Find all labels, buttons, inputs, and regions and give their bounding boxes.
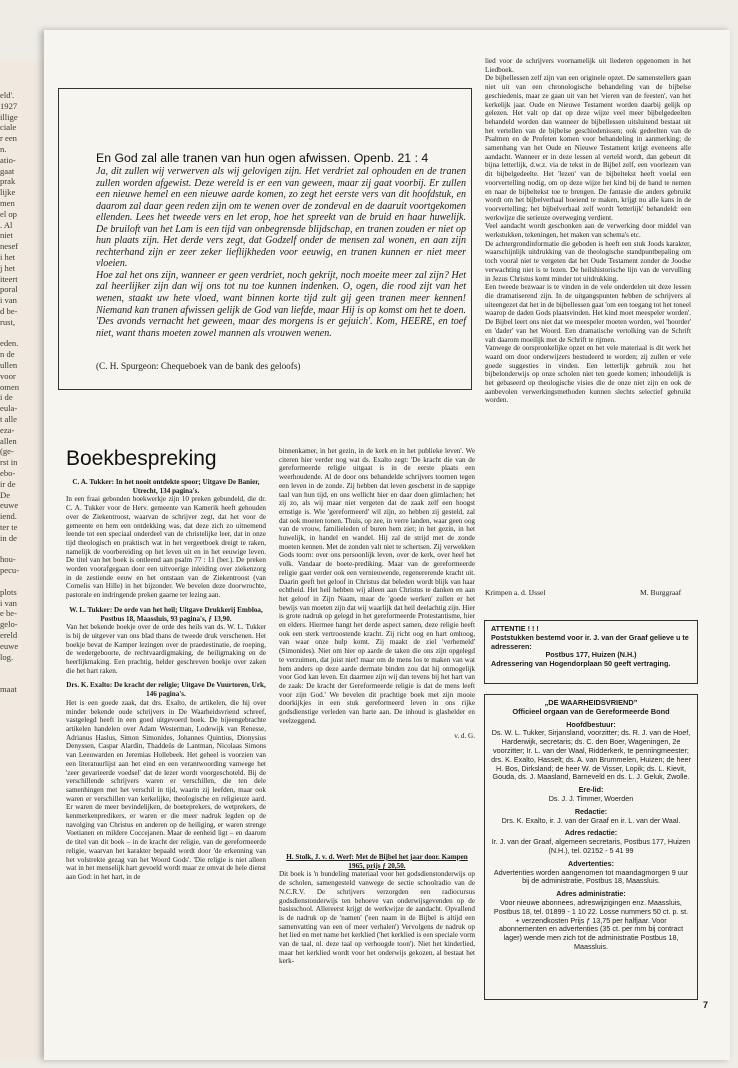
review-text: Veel aandacht wordt geschonken aan de verwerking door middel van werkstukken, tekeningen, het maken van schema's etc. [485, 222, 691, 240]
previous-page-fragment: gelo- [0, 619, 18, 630]
ads-heading: Advertenties: [568, 858, 614, 868]
review-text: Van het bekende boekje over de orde des heils van ds. W. L. Tukker is bij de uitgever van ons blad thans de tweede druk verschenen. Het boekje bevat de Kamper lezingen over de praedestinatie, de roeping, de wedergeboorte, de rechtvaardigmaking, de heiligmaking en de heerlijkmaking. Een prachtig, helder geschreven boekje over zaken die het hart raken. [66, 623, 266, 675]
previous-page-fragment: euwe [0, 500, 19, 511]
previous-page-fragment: t alle [0, 414, 17, 424]
previous-page-fragment: iend. [0, 511, 17, 522]
previous-page-fragment: ullen [0, 360, 18, 370]
previous-page-fragment: poral [0, 284, 18, 295]
previous-page-fragment: 1927 [0, 100, 18, 111]
previous-page-fragment: (ge- [0, 446, 14, 457]
honorary-heading: Ere-lid: [578, 785, 604, 795]
masthead-title: „DE WAARHEIDSVRIEND” [544, 698, 638, 707]
previous-page-fragment: omen [0, 381, 20, 392]
review-text: De bijbellessen zelf zijn van een originele opzet. De samenstellers gaan niet uit van een chronologische behandeling van de bijbelse geschiedenis, maar ze gaan uit van het 'vieren van de feesten', van het kerkelijk jaar. Oude en Nieuwe Testament worden daarbij gelijk op gelezen. Het valt op dat op deze wijze veel meer bijbelgedeelten behandeld worden dan wanneer de bijbellessen uitsluitend bestaat uit het vertellen van de bijbelse geschiedenissen; ook gedeelten van de Psalmen en de Profeten komen voor behandeling in aanmerking; de samenhang van het Oude en Nieuwe Testament krijgt eveneens alle aandacht. Wanneer er in deze lessen al verteld wordt, dan gebeurt dit bijna letterlijk, d.w.z. via de tekst in de Bijbel zelf, een voorlezen van dit bijbelgedeelte. Het 'lezen' van de bijbeltekst heeft voelal een voorvertelling nodig, om op deze wijze het kind bij de hand te nemen en naar de bijbeltekst toe te brengen. De fantasie die anders gebruikt wordt om het bijbelverhaal boeiend te maken, krijgt nu alle kans in de voorvertelling; het bijbelverhaal zelf wordt 'letterlijk' behandeld: een werkwijze die serieuze overweging verdient. [485, 74, 691, 222]
previous-page-fragment: ter te [0, 522, 18, 532]
previous-page-fragment: i van [0, 295, 17, 306]
previous-page-fragment: r een [0, 133, 17, 144]
previous-page-fragment: ereld [0, 630, 18, 640]
attention-title: ATTENTIE ! ! ! [491, 624, 539, 633]
previous-page-fragment: rst in [0, 457, 18, 468]
previous-page-fragment: eza- [0, 424, 15, 435]
previous-page-fragment: atio- [0, 154, 16, 165]
previous-page-fragment: ir de [0, 478, 16, 489]
previous-page-edge [0, 60, 44, 1060]
column-2 [279, 447, 475, 740]
previous-page-fragment: pecu- [0, 565, 20, 576]
editor-address-heading: Adres redactie: [564, 828, 618, 838]
admin-heading: Adres administratie: [556, 889, 626, 899]
column-2-lower [279, 853, 475, 966]
review-heading: C. A. Tukker: In het nooit ontdekte spoor; Uitgave De Banier, Utrecht, 134 pagina's. [72, 478, 260, 495]
review-signature: v. d. G. [454, 731, 475, 740]
quote-source: (C. H. Spurgeon: Chequeboek van de bank des geloofs) [96, 361, 301, 371]
previous-page-fragment: rust, [0, 316, 16, 327]
review-text: lied voor de schrijvers voornamelijk uit liederen opgenomen in het Liedboek. [485, 57, 691, 74]
attention-box [484, 620, 698, 684]
review-signature: M. Burggraaf [640, 588, 682, 597]
previous-page-fragment: e be- [0, 608, 17, 619]
page-number: 7 [703, 1000, 709, 1010]
previous-page-fragment: i van [0, 597, 17, 608]
previous-page-fragment: nesef [0, 241, 19, 252]
review-text: binnenkamer, in het gezin, in de kerk en in het publieke leven'. We citeren hier verder nog wat ds. Exalto zegt: 'De kracht die van de gereformeerde religie uitgaat is in de eerste plaats een weerhoudende. Al de door ons behandelde schrijvers toornen tegen een leven in de zonde. Zij hebben dat leven geschetst in de sappige taal van hun tijd, en ons wellicht hier en daar doen glimlachen; het zij zo, als wij maar niet vergeten dat de zaak zelf een hoogst ernstige is. Wie 'gereformeerd' wil zijn, zo hebben zij gesteld, zal dat ook moeten tonen. Thuis, op zee, in verre landen, waar geen oog van de vrouw, familieleden of buren hem ziet; in het gezin, in het huwelijk, in handel en wandel. Hij zal de strijd met de zonde moeten kennen. Met de zonden valt niet te schertsen. Zij verwekken Gods toorn: over ons persoonlijk leven, over de kerk, over heel het volk. Vandaar de boete-prediking. Maar van de gereformeerde religie gaat verder ook een vernieuwende, regenererende kracht uit. Daarin geeft het geloof in Christus dat beleden wordt blijk van haar echtheid. Het heil hebben wij alleen aan Christus te danken en aan het geloof in Zijn Naam, maar de 'goede werken' zullen er het bewijs van moeten zijn dat wij waarlijk dat heil deelachtig zijn. Hier is grote nadruk op gelegd in het gereformeerde Protestantisme, hier en elders. Hiermee hangt het derde aspect samen, deze religie heeft ook een sterk vertroostende kracht. Zij richt oog en hart omhoog, van waar onze hulp komt. Zij maakt de ziel 'verhemeld' (Simonides). Niet om hier op aarde de taken die ons zijn opgelegd te verzuimen, dat juist niet! maar om de mens los te maken van wat hem anders op deze aarde dermate binden zou dat hij onmogelijk voor God kan leven. En daarmee zijn wij dan tevens bij het hart van de zaak: De kracht der Gereformeerde religie is dat de mens leeft voor zijn God.' We bevelen dit prachtige boek met zijn mooie doorkijkjes in een stuk gereformeerd leven in ons rijke godsdienstige verleden van harte aan. De inhoud is glashelder en veelzeggend. [279, 447, 475, 725]
review-text: In een fraai gebonden boekwerkje zijn 10 preken gebundeld, die dr. C. A. Tukker voor de Herv. gemeente van Kamerik heeft gehouden over de Ziekentroost, waarvan de schrijver zegt, dat het voor de gemeente en hem een ontdekking was, dat deze zich zo uitnemend leende tot een speciaal onderdeel van de christelijke leer, dat in onze tijd theologisch en praktisch wat in het vergeetboek dreigt te raken, namelijk de voorbereiding op het leven uit en in het eeuwige leven. De titel van het boek is ontleend aan psalm 77 : 11 (ber.). De preken worden voorafgegaan door een uitvoerige inleiding over ziekenzorg in de zestiende eeuw en het ontstaan van de Ziekentroost (van Cornelis van Hille) in het bijzonder. We bevelen deze doorwrochte, pastorale en indringende preken gaarne ter lezing aan. [66, 495, 266, 600]
editors: Drs. K. Exalto, ir. J. van der Graaf en ir. L. van der Waal. [501, 815, 681, 825]
previous-page-fragment: ebo- [0, 468, 16, 478]
review-heading: W. L. Tukker: De orde van het heil; Uitgave Drukkerij Embloa, Postbus 18, Maassluis, 93 pagina's, ƒ 13,90. [69, 605, 263, 623]
previous-page-fragment: allen [0, 435, 17, 446]
previous-page-fragment: log. [0, 651, 14, 662]
review-text: Het is een goede zaak, dat drs. Exalto, de artikelen, die hij over minder bekende oude schrijvers in De Waarheidsvriend schreef, vastgelegd heeft in een goed uitgevoerd boek. De bijeengebrachte artikelen handelen over Adam Westerman, Lodewijk van Renesse, Adrianus Haslus, Simon Simonides, Johannes Quintius, Dionysius Denyssen, Caspar Alardin, Thaddeüs de Lantman, Nicolaas Simons van Leeuwarden en Jeremias Hollebeek. Het geheel is voorzien van een literatuurlijst aan het eind en een verantwoording vanwege het 'zeer gevarieerde voedsel' dat de lezer wordt voorgeschoteld. Bij de verschillende schrijvers waren er verschillen, die ten dele samenhingen met het verschil in tijd, waarin zij leefden, maar ook waren er verschillen van kerkelijke, theologische en religieuze aard. Er waren de meer bevindelijken, de boeteprekers, de wetprekers, de kenmerkenpredikers, er waren er die meer nadruk legden op de navolging van Christus en anderen op de heiliging, er waren strenge Voetianen en mildere Coccejanen. Maar de eenheid ligt – en daarom de titel van dit boek – in de kracht der religie, van de gereformeerde religie, waarvan het karakter bepaald wordt door 'de erkenning van het volstrekte gezag van het Woord Gods'. 'Die religie is niet alleen wat in het menselijk hart gevoeld wordt maar ze omvat de hele dienst aan God: in het hart, in de [66, 698, 266, 881]
previous-page-fragment: maat [0, 684, 17, 694]
previous-page-fragment: i het [0, 252, 16, 262]
previous-page-fragment: plots [0, 586, 17, 597]
column-1 [66, 478, 266, 882]
board-heading: Hoofdbestuur: [566, 719, 616, 729]
previous-page-fragment: in de [0, 532, 17, 543]
editor-address: Ir. J. van der Graaf, algemeen secretaris, Postbus 177, Huizen (N.H.), tel. 02152 - 5 41 99 [491, 837, 691, 855]
previous-page-fragment: eula- [0, 403, 18, 414]
previous-page-fragment: men [0, 198, 15, 208]
previous-page-fragment: illige [0, 111, 18, 122]
review-heading: H. Stolk, J. v. d. Werf: Met de Bijbel het jaar door. Kampen 1965, prijs ƒ 20,50. [286, 853, 468, 870]
section-title: Boekbespreking [66, 447, 217, 470]
review-text: De achtergrondinformatie die geboden is heeft een stuk Joods karakter, waarschijnlijk uitdrukking van de theologische standpuntbepaling om toch vooral niet te vergeten dat het Oude Testament zonder de Joodse verwachting niet is te lezen. De heilshistorische lijn van de vervulling in Jezus Christus komt minder tot uitdrukking. [485, 239, 691, 283]
review-heading: Drs. K. Exalto: De kracht der religie; Uitgave De Vuurtoren, Urk, 146 pagina's. [66, 681, 266, 699]
honorary-member: Ds. J. J. Timmer, Woerden [548, 793, 634, 803]
previous-page-fragment: niet [0, 230, 13, 241]
quote-paragraph-1: Ja, dit zullen wij verwerven als wij gelovigen zijn. Het verdriet zal ophouden en de tranen zullen worden afgewist. Deze wereld is er een van geween, maar zij gaat voorbij. Er zullen een nieuwe hemel en een nieuwe aarde komen, zo zegt het eerste vers van dit hoofdstuk, en daarom zal daar geen reden zijn om te wenen over de zondeval en de daaruit voortgekomen ellenden. Lees het tweede vers en let erop, hoe het spreekt van de bruid en haar huwelijk. De bruiloft van het Lam is een tijd van onbegrensde blijdschap, en tranen zouden er niet op hun plaats zijn. Het derde vers zegt, dat Godzelf onder de mensen zal wonen, en aan zijn rechterhand zijn er zeer zeker lieflijkheden voor eeuwig, en tranen kunnen er niet meer vloeien. [96, 166, 466, 270]
attention-address: Postbus 177, Huizen (N.H.) [545, 650, 637, 660]
previous-page-fragment: voor [0, 370, 16, 381]
previous-page-fragment: el op [0, 208, 17, 219]
review-text: Vanwege de oorspronkelijke opzet en het vele materiaal is dit werk het waard om door onderwijzers bestudeerd te worden; zij zullen er vele goede suggesties in vinden. Een letterlijk gebruik zou het bijbelonderwijs op onze scholen niet ten goede komen; inhoudelijk is het gebaseerd op theologische visies die de onze niet zijn en ook de aanbevolen verwerkingsmethoden kunnen slechts selectief gebruikt worden. [485, 344, 691, 405]
previous-page-fragment: ciale [0, 122, 17, 133]
column-3 [485, 57, 691, 405]
previous-page-fragment: n de [0, 349, 15, 360]
attention-note: Adressering van Hogendorplaan 50 geeft vertraging. [491, 659, 671, 669]
attention-line: Poststukken bestemd voor ir. J. van der Graaf gelieve u te adresseren: [491, 632, 689, 651]
previous-page-fragment: eld'. [0, 90, 15, 100]
previous-page-fragment: gaat [0, 165, 15, 176]
previous-page-fragment: De [0, 489, 11, 500]
quote-title: En God zal alle tranen van hun ogen afwissen. Openb. 21 : 4 [96, 151, 429, 165]
previous-page-fragment: euwe [0, 640, 19, 651]
ads-text: Advertenties worden aangenomen tot maandagmorgen 9 uur bij de administratie, Postbus 18, Maassluis. [493, 867, 689, 886]
previous-page-fragment: hou- [0, 554, 16, 565]
previous-page-fragment: lijke [0, 187, 16, 198]
board-members: Ds. W. L. Tukker, Sirjansland, voorzitter; ds. R. J. van de Hoef, Harderwijk, secretaris; ds. C. den Boer, Wageningen, 2e voorzitter; Ir. L. van der Waal, Ridderkerk, te penningmeester; drs. K. Exalto, Hasselt; ds. A. van Brummelen, Huizen; de heer H. Bos, Dirksland; de heer W. de Visser, Lopik; ds. L. Kievit, Gouda, ds. J. Maasland, Barneveld en ds. L. J. Geluk, Zwolle. [491, 728, 691, 782]
previous-page-fragment: prak [0, 176, 16, 187]
previous-page-fragment: n. [0, 144, 7, 154]
previous-page-fragment: d be- [0, 306, 18, 316]
previous-page-fragment: j het [0, 262, 16, 273]
editors-heading: Redactie: [574, 806, 608, 816]
review-text: Dit boek is 'n bundeling materiaal voor het godsdienstonderwijs op de scholen, samengesteld vanwege de sectie schoolradio van de N.C.R.V. De schrijvers verzorgden een radiocursus godsdienstonderwijs ten behoeve van onderwijsgevenden op de basisschool. Allereerst krijgt de werkwijze de aandacht. Opvallend is de nadruk op de 'namen' ('een naam in de Bijbel is altijd een samenvatting van een of meer verhalen') Vervolgens de nadruk op het lied en met name het kerklied ('het kerklied is een speciale vorm van de taal, nl. deze taal op verhoogde toon'). Niet het kinderlied, maar het kerklied wordt voor het onderwijs gekozen, al bestaat het kerk- [279, 870, 475, 966]
previous-page-fragment: i de [0, 392, 13, 403]
previous-page-fragment: iteert [0, 273, 18, 284]
review-location: Krimpen a. d. IJssel [485, 588, 546, 597]
quote-paragraph-2: Hoe zal het ons zijn, wanneer er geen verdriet, noch gekrijt, noch moeite meer zal zijn? Het zal heerlijker zijn dan wij ons tot nu toe kunnen indenken. O, ogen, die rood zijt van het wenen, staakt uw hete vloed, want binnen korte tijd zult gij geen tranen meer kennen! Niemand kan tranen afwissen gelijk de God van liefde, maar Hij is op komst om het te doen. 'Des avonds vernacht het geween, maar des morgens is er gejuich'. Kom, HEERE, en toef niet, want thans moeten zowel mannen als vrouwen wenen. [96, 269, 466, 339]
masthead-box [484, 694, 698, 1000]
admin-text: Voor nieuwe abonnees, adreswijzigingen enz. Maassluis, Postbus 18, tel. 01899 - 1 10 22. Losse nummers 50 ct. p. st. + verzendkosten Prijs ƒ 13,75 per halfjaar. Voor abonnementen en advertenties (35 ct. per mm bij contract lager) wende men zich tot de administratie Postbus 18, Maassluis. [493, 897, 689, 951]
review-text: Een tweede bezwaar is te vinden in de vele onderdelen uit deze lessen die dramatiserend zijn. In de uitgangspunten hebben de schrijvers al uiteengezet dat het in de bijbellessen gaat 'om een toegang tot het toneel waarop de daden Gods plaatsvinden. Het kind moet meespeler worden'. De Bijbel leert ons niet dat we meespeler moeten worden, wel 'hoorder' en 'dader' van het Woord. Een dramatische vertolking van de Schrift valt daarom moeilijk met de Schrift te rijmen. [485, 283, 691, 344]
previous-page-fragment: . Al [0, 219, 13, 230]
masthead-subtitle: Officieel orgaan van de Gereformeerde Bond [512, 706, 670, 716]
quote-body [96, 166, 466, 339]
previous-page-fragment: eden. [0, 338, 19, 349]
